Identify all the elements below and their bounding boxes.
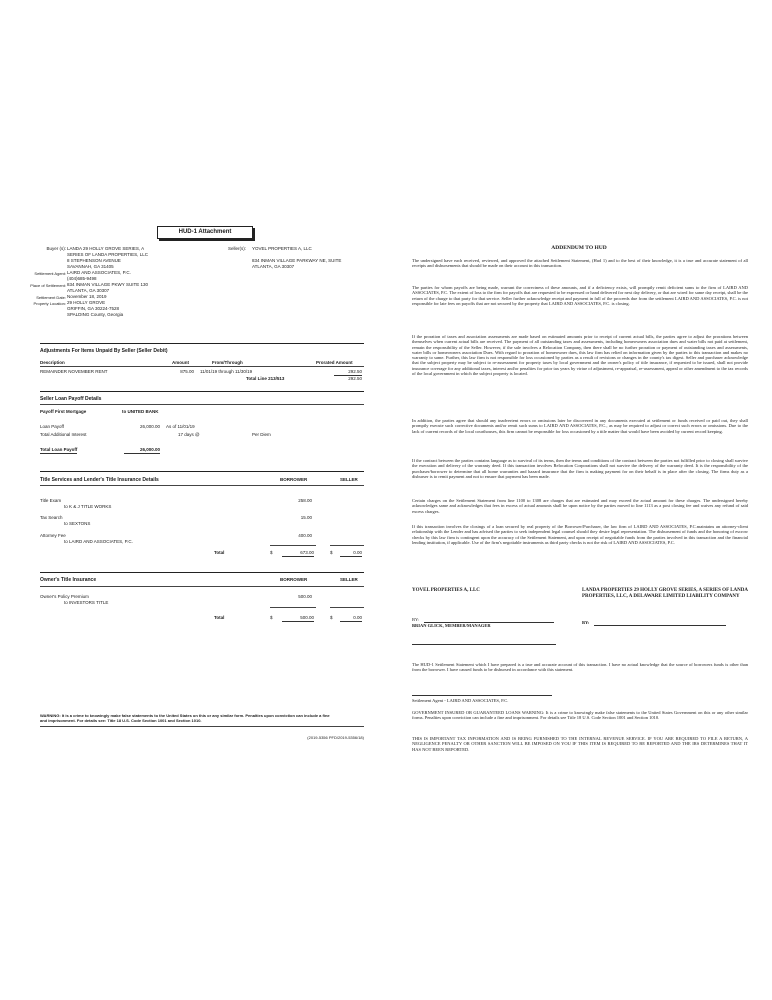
owners-total-seller: 0.00 bbox=[340, 615, 362, 622]
agent-line-1: LAIRD AND ASSOCIATES, P.C. bbox=[67, 270, 131, 275]
adjustments-total-label: Total Line 213/513 bbox=[246, 376, 285, 381]
owners-total-currency-seller: $ bbox=[330, 615, 333, 620]
title-borrower-sum-rule bbox=[270, 545, 316, 546]
interest-days: 17 days @ bbox=[178, 432, 200, 437]
property-line-3: SPALDING County, Georgia bbox=[67, 312, 124, 317]
property-line-1: 29 HOLLY GROVE bbox=[67, 300, 106, 305]
warning-line-1: WARNING: It is a crime to knowingly make false statements to the United States on this or any similar form. Penalties upon conviction can include a fine bbox=[40, 713, 330, 718]
addendum-paragraph-1: The undersigned have each received, reviewed, and approved the attached Settlement Statement, (Hud 1) and to the best of their knowledge, it is a true and accurate statement of all receipts and disbursements that should be made on their account in this transaction. bbox=[412, 258, 748, 269]
payoff-heading: Seller Loan Payoff Details bbox=[40, 396, 102, 402]
owners-total-borrower: 500.00 bbox=[282, 615, 314, 622]
adjustments-total-value: 292.50 bbox=[348, 376, 362, 381]
title-seller-sum-rule bbox=[330, 545, 364, 546]
warning-rule bbox=[40, 726, 364, 727]
addendum-paragraph-5: If the contract between the parties contains language as to survival of its terms, then the terms and conditions of the contract between the parties not fulfilled prior to closing shall survive the execution and delivery of the warranty deed. If this transaction involves Relocation Corporations shall not survive the delivery of the warranty deed. It is the responsibility of the purchaser/borrower to determine that all home warranties and hazard insurance that the firm is making payment for on their behalf is in place after the closing. The firms duty as a disburser is to remit payment and not to ensure that payment has been made. bbox=[412, 458, 748, 479]
payoff-first-mortgage: Payoff First Mortgage bbox=[40, 409, 87, 414]
loan-payoff-amount: 26,000.00 bbox=[139, 424, 160, 429]
per-diem: Per Diem bbox=[252, 432, 271, 437]
owners-total-currency-borrower: $ bbox=[270, 615, 273, 620]
settlement-certification: The HUD-1 Settlement Statement which I have prepared is a true and accurate account of this transaction. I have no actual knowledge that the source of borrowers funds is other than from the borrower. I have caused funds to be disbursed in accordance with this statement. bbox=[412, 662, 748, 673]
title-total-seller: 0.00 bbox=[340, 550, 362, 557]
seller-by-label: BY: bbox=[412, 617, 420, 622]
title-services-rule bbox=[40, 485, 364, 486]
owners-policy-payee: to INVESTORS TITLE bbox=[64, 600, 109, 605]
seller-label: Seller(s): bbox=[228, 246, 247, 251]
attorney-fee-amount: 400.00 bbox=[298, 533, 312, 538]
adjustment-row-from-through: 11/01/19 through 11/30/19 bbox=[200, 369, 253, 374]
adjustments-divider bbox=[40, 343, 364, 344]
owners-col-borrower: BORROWER bbox=[280, 577, 308, 582]
irs-tax-notice: THIS IS IMPORTANT TAX INFORMATION AND IS BEING FURNISHED TO THE INTERNAL REVENUE SERVICE. IF YOU ARE REQUIRED TO FILE A RETURN, A NEGLIGENCE PENALTY OR OTHER SANCTION WILL BE IMPOSED ON YOU IF THIS ITEM IS REQUIRED TO BE REPORTED AND THE IRS DETERMINES THAT IT HAS NOT BEEN REPORTED. bbox=[412, 736, 748, 752]
seller-line-4: ATLANTA, GA 30307 bbox=[252, 264, 295, 269]
col-amount: Amount bbox=[172, 360, 189, 365]
hud-attachment-title: HUD-1 Attachment bbox=[157, 226, 253, 239]
attorney-fee-payee: to LAIRD AND ASSOCIATES, P.C. bbox=[64, 539, 133, 544]
title-total-label: Total bbox=[214, 550, 225, 555]
addendum-title: ADDENDUM TO HUD bbox=[551, 245, 607, 251]
adjustments-header-rule bbox=[40, 366, 364, 367]
title-exam-amount: 258.00 bbox=[298, 498, 312, 503]
owners-rule bbox=[40, 586, 364, 587]
title-exam-label: Title Exam bbox=[40, 498, 62, 503]
file-number: (2019-5356 PFD/2019-5356/18) bbox=[307, 735, 364, 740]
addendum-paragraph-6: Certain charges on the Settlement Statement from line 1100 to 1308 are charges that are estimated and may exceed the actual amount for these charges. The undersigned hereby acknowledges same and acknowledges that fees in excess of actual amounts shall be upon notice by the parties moved to line 1113 as a post closing fee and waives any refund of said excess charges. bbox=[412, 498, 748, 514]
title-total-currency-seller: $ bbox=[330, 550, 333, 555]
loan-payoff-label: Loan Payoff bbox=[40, 424, 64, 429]
owners-policy-label: Owner's Policy Premium bbox=[40, 594, 89, 599]
agent-label: Settlement Agent: bbox=[34, 271, 66, 276]
owners-heading: Owner's Title Insurance bbox=[40, 577, 97, 583]
col-from-through: From/Through bbox=[212, 360, 243, 365]
buyer-by-label: BY: bbox=[582, 620, 590, 625]
buyer-line-1: LANDA 29 HOLLY GROVE SERIES, A bbox=[67, 246, 145, 251]
title-total-currency-borrower: $ bbox=[270, 550, 273, 555]
seller-signer-name: BRIAN GLICK, MEMBER/MANAGER bbox=[412, 623, 491, 628]
seller-party-name: YOVEL PROPERTIES A, LLC bbox=[412, 588, 480, 593]
date-label: Settlement Date: bbox=[36, 295, 66, 300]
tax-search-label: Tax Search bbox=[40, 515, 63, 520]
col-prorated: Prorated Amount bbox=[316, 360, 353, 365]
title-col-borrower: BORROWER bbox=[280, 477, 308, 482]
place-line-1: 834 INMAN VILLAGE PKWY SUITE 130 bbox=[67, 282, 148, 287]
title-services-divider bbox=[40, 471, 364, 472]
addendum-paragraph-7: If this transaction involves the closings of a loan secured by real property of the Borrower/Purchaser, the law firm of LAIRD AND ASSOCIATES, P.C.maintains an attorney-client relationship with the Lender and has advised the parties to seek independent legal counsel should they desire legal representation. The disbursement of funds and the honoring of escrow checks by this law firm is contingent upon the accuracy of the Settlement Statement, and upon receipt of negotiable funds from the parties involved in this transaction and the financial lending institution, if applicable. Use of the firm's negotiable instruments as third party checks is not the risk of LAIRD AND ASSOCIATES, P.C. bbox=[412, 524, 748, 545]
seller-line-3: 834 INMAN VILLAGE PARKWAY NE, SUITE bbox=[252, 258, 342, 263]
property-label: Property Location: bbox=[33, 301, 66, 306]
agent-signature-line[interactable] bbox=[412, 695, 552, 696]
col-description: Description bbox=[40, 360, 65, 365]
tax-search-amount: 15.00 bbox=[300, 515, 312, 520]
total-loan-payoff-label: Total Loan Payoff bbox=[40, 447, 78, 452]
buyer-line-2: SERIES OF LANDA PROPERTIES, LLC bbox=[67, 252, 148, 257]
attorney-fee-label: Attorney Fee bbox=[40, 533, 66, 538]
owners-col-seller: SELLER bbox=[340, 577, 358, 582]
total-loan-payoff-value: 26,000.00 bbox=[124, 447, 160, 454]
agent-line-2: (404)685-9498 bbox=[67, 276, 97, 281]
owners-divider bbox=[40, 572, 364, 573]
adjustments-heading: Adjustments For Items Unpaid By Seller (Seller Debit) bbox=[40, 348, 168, 354]
payoff-divider bbox=[40, 391, 364, 392]
place-line-2: ATLANTA, GA 30307 bbox=[67, 288, 110, 293]
buyer-label: Buyer (s): bbox=[46, 246, 66, 251]
government-loan-warning: GOVERNMENT INSURED OR GUARANTEED LOANS WARNING: It is a crime to knowingly make false statements to the United States Government on this or any other similar forms. Penalties upon conviction can include a fine and imprisonment. For details see Title 18 U.S. Code Section 1001 and Section 1010. bbox=[412, 710, 748, 721]
settlement-date: November 18, 2019 bbox=[67, 294, 107, 299]
extra-signature-line[interactable] bbox=[412, 644, 556, 645]
adjustment-row-prorated: 292.50 bbox=[334, 369, 362, 376]
buyer-line-4: SAVANNAH, GA 31405 bbox=[67, 264, 114, 269]
adjustment-row-amount: 875.00 bbox=[180, 369, 194, 374]
payoff-heading-rule bbox=[40, 404, 364, 405]
buyer-signature-line[interactable] bbox=[594, 625, 726, 626]
property-line-2: GRIFFIN, GA 30224-7528 bbox=[67, 306, 120, 311]
addendum-paragraph-2: The parties for whom payoffs are being made, warrant the correctness of these amounts, and if a deficiency exists, will promptly remit deficient sums to the firm of LAIRD AND ASSOCIATES, P.C. The extent of loss to the firm for payoffs that are requested to be expressed or hand delivered for next day delivery, or that are wired for same day receipt, shall be the return of the charge to that party for that service. Seller further acknowledge receipt and payment in full of the proceeds due from the settlement LAIRD AND ASSOCIATES, P.C. is not responsible for late fees on payoffs that are not secured by the property that LAIRD AND ASSOCIATES, P.C. is closing. bbox=[412, 285, 748, 306]
owners-seller-sum-rule bbox=[330, 607, 364, 608]
place-label: Place of Settlement: bbox=[30, 283, 66, 288]
additional-interest-label: Total Additional Interest bbox=[40, 432, 87, 437]
title-total-borrower: 673.00 bbox=[282, 550, 314, 557]
title-col-seller: SELLER bbox=[340, 477, 358, 482]
addendum-page bbox=[386, 0, 772, 1000]
tax-search-payee: to SEXTONS bbox=[64, 521, 91, 526]
buyer-line-3: 8 STEPHENSON AVENUE bbox=[67, 258, 121, 263]
seller-line-1: YOVEL PROPERTIES A, LLC bbox=[252, 246, 312, 251]
addendum-paragraph-4: In addition, the parties agree that should any inadvertent errors or omissions later be discovered in any documents executed at settlement or funds received or paid out, they shall promptly execute such corrective documents and/or remit such sums to LAIRD AND ASSOCIATES, P.C., as may be required to adjust or correct such errors or omissions. Due to the lack of current records of the local courthouses, this firm cannot be responsible for loss occasioned by a title matter that would have been avoided by current record keeping. bbox=[412, 418, 748, 434]
warning-line-2: and imprisonment. For details see: Title 18 U.S. Code Section 1001 and Section 1010. bbox=[40, 718, 202, 723]
title-exam-payee: to K & J TITLE WORKS bbox=[64, 504, 112, 509]
owners-total-label: Total bbox=[214, 615, 225, 620]
title-services-heading: Title Services and Lender's Title Insurance Details bbox=[40, 477, 159, 483]
owners-policy-amount: 500.00 bbox=[298, 594, 312, 599]
addendum-paragraph-3: If the proration of taxes and association assessments are made based on estimated amounts prior to receipt of current actual bills, the parties agree to adjust the prorations between themselves when current actual bills are received. The payment of all outstanding taxes and assessments, including homeowners association dues and water bills not paid at settlement, remain the responsibility of the Seller. However, if the sale involves a Relocation Company, then there shall be no further proration or payment of outstanding taxes and assessments, water bills or homeowners association Dues. With regard to proration of homeowner dues, this law firm has relied on information given by the parties to this transaction and makes no warranty to same. Further, this law firm is not responsible for loss occasioned by parties as a result of revisions or changes in the county's tax digest. Seller and purchaser acknowledge that the subject property may be subject to re-assessment for property taxes by local government and the owner's policy of title insurance, if requested to be issued, shall not provide insurance coverage for any additional taxes, interest and/or penalties for prior tax years by virtue of adjustment, re-appraisal, re-assessment, appeal or other amendment to the tax records of the local government in which the subject property is located. bbox=[412, 334, 748, 377]
loan-payoff-as-of: As of 11/01/19 bbox=[166, 424, 195, 429]
settlement-agent-name: Settlement Agent - LAIRD AND ASSOCIATES, P.C. bbox=[412, 698, 509, 703]
payoff-bank: to UNITED BANK bbox=[122, 409, 159, 414]
adjustment-row-description: REMAINDER NOVEMBER RENT bbox=[40, 369, 108, 374]
buyer-party-name: LANDA PROPERTIES 29 HOLLY GROVE SERIES, A SERIES OF LANDA PROPERTIES, LLC, A DELAWARE LIMITED LIABILITY COMPANY bbox=[582, 588, 748, 599]
owners-borrower-sum-rule bbox=[270, 607, 316, 608]
